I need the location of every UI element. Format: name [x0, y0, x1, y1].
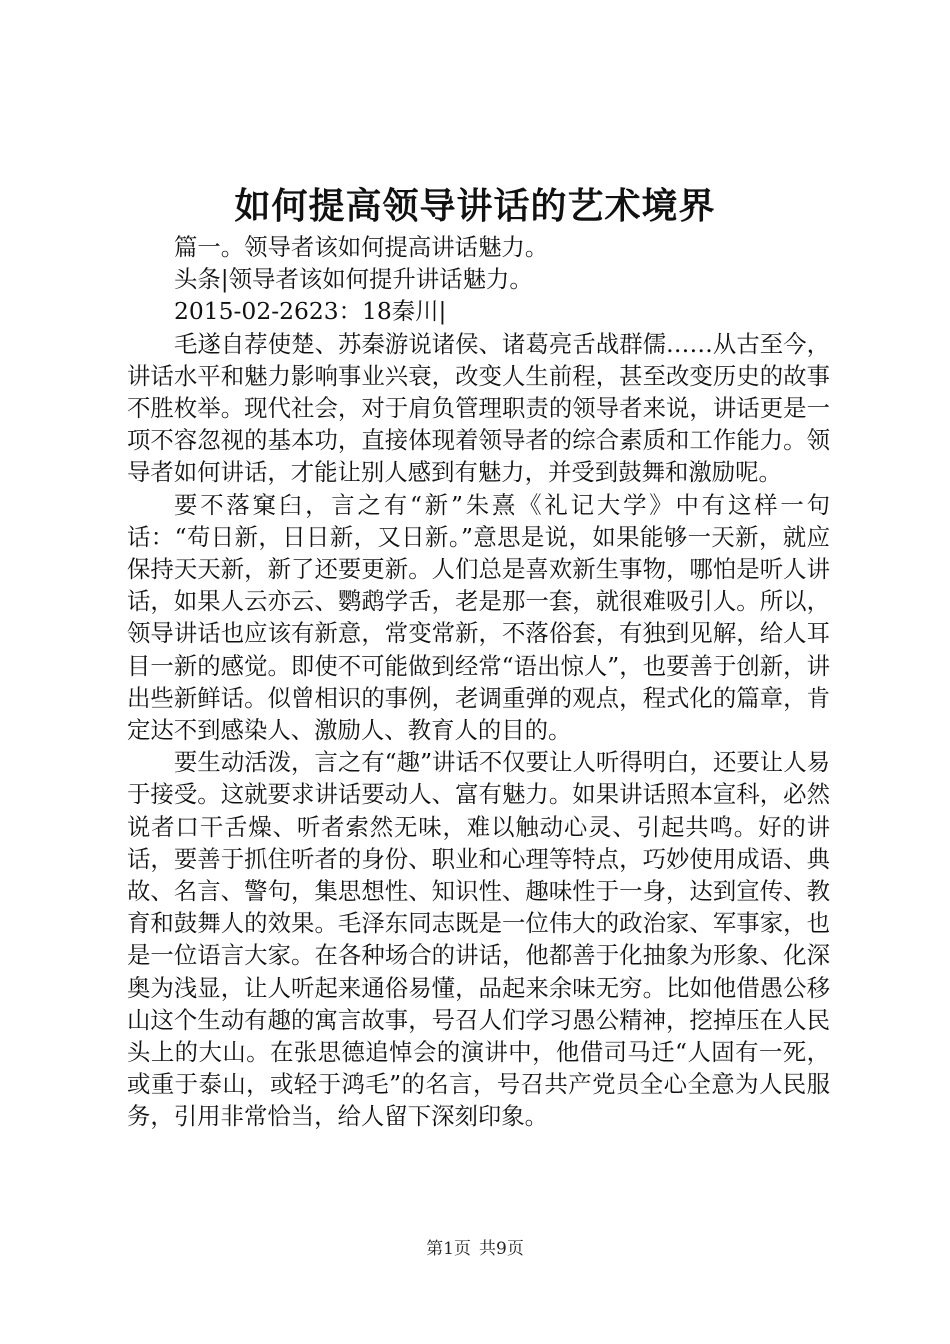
header-line-date-author: 2015-02-2623：18秦川|	[174, 297, 447, 326]
header-line-section: 篇一。领导者该如何提高讲话魅力。	[174, 233, 549, 261]
paragraph-interesting: 要生动活泼，言之有“趣”讲话不仅要让人听得明白，还要让人易于接受。这就要求讲话要动人、富有魅力。如果讲话照本宣科，必然说者口干舌燥、听者索然无味，难以触动心灵、引起共鸣。好的讲话，要善于抓住听者的身份、职业和心理等特点，巧妙使用成语、典故、名言、警句，集思想性、知识性、趣味性于一身，达到宣传、教育和鼓舞人的效果。毛泽东同志既是一位伟大的政治家、军事家，也是一位语言大家。在各种场合的讲话，他都善于化抽象为形象、化深奥为浅显，让人听起来通俗易懂，品起来余味无穷。比如他借愚公移山这个生动有趣的寓言故事，号召人们学习愚公精神，挖掉压在人民头上的大山。在张思德追悼会的演讲中，他借司马迁“人固有一死，或重于泰山，或轻于鸿毛”的名言，号召共产党员全心全意为人民服务，引用非常恰当，给人留下深刻印象。	[127, 748, 830, 1131]
page-number-total: 共9页	[479, 1239, 524, 1259]
paragraph-new: 要不落窠臼，言之有“新”朱熹《礼记大学》中有这样一句话：“苟日新，日日新，又日新。”意思是说，如果能够一天新，就应保持天天新，新了还要更新。人们总是喜欢新生事物，哪怕是听人讲话，如果人云亦云、鹦鹉学舌，老是那一套，就很难吸引人。所以，领导讲话也应该有新意，常变常新，不落俗套，有独到见解，给人耳目一新的感觉。即使不可能做到经常“语出惊人”，也要善于创新，讲出些新鲜话。似曾相识的事例，老调重弹的观点，程式化的篇章，肯定达不到感染人、激励人、教育人的目的。	[127, 490, 830, 745]
paragraph-intro: 毛遂自荐使楚、苏秦游说诸侯、诸葛亮舌战群儒……从古至今，讲话水平和魅力影响事业兴衰，改变人生前程，甚至改变历史的故事不胜枚举。现代社会，对于肩负管理职责的领导者来说，讲话更是一项不容忽视的基本功，直接体现着领导者的综合素质和工作能力。领导者如何讲话，才能让别人感到有魅力，并受到鼓舞和激励呢。	[127, 329, 830, 487]
document-body	[127, 231, 830, 1133]
page-footer	[0, 1237, 950, 1261]
page-number-current: 第1页	[426, 1239, 471, 1259]
document-title: 如何提高领导讲话的艺术境界	[234, 185, 716, 227]
header-line-headline: 头条|领导者该如何提升讲话魅力。	[174, 265, 533, 294]
